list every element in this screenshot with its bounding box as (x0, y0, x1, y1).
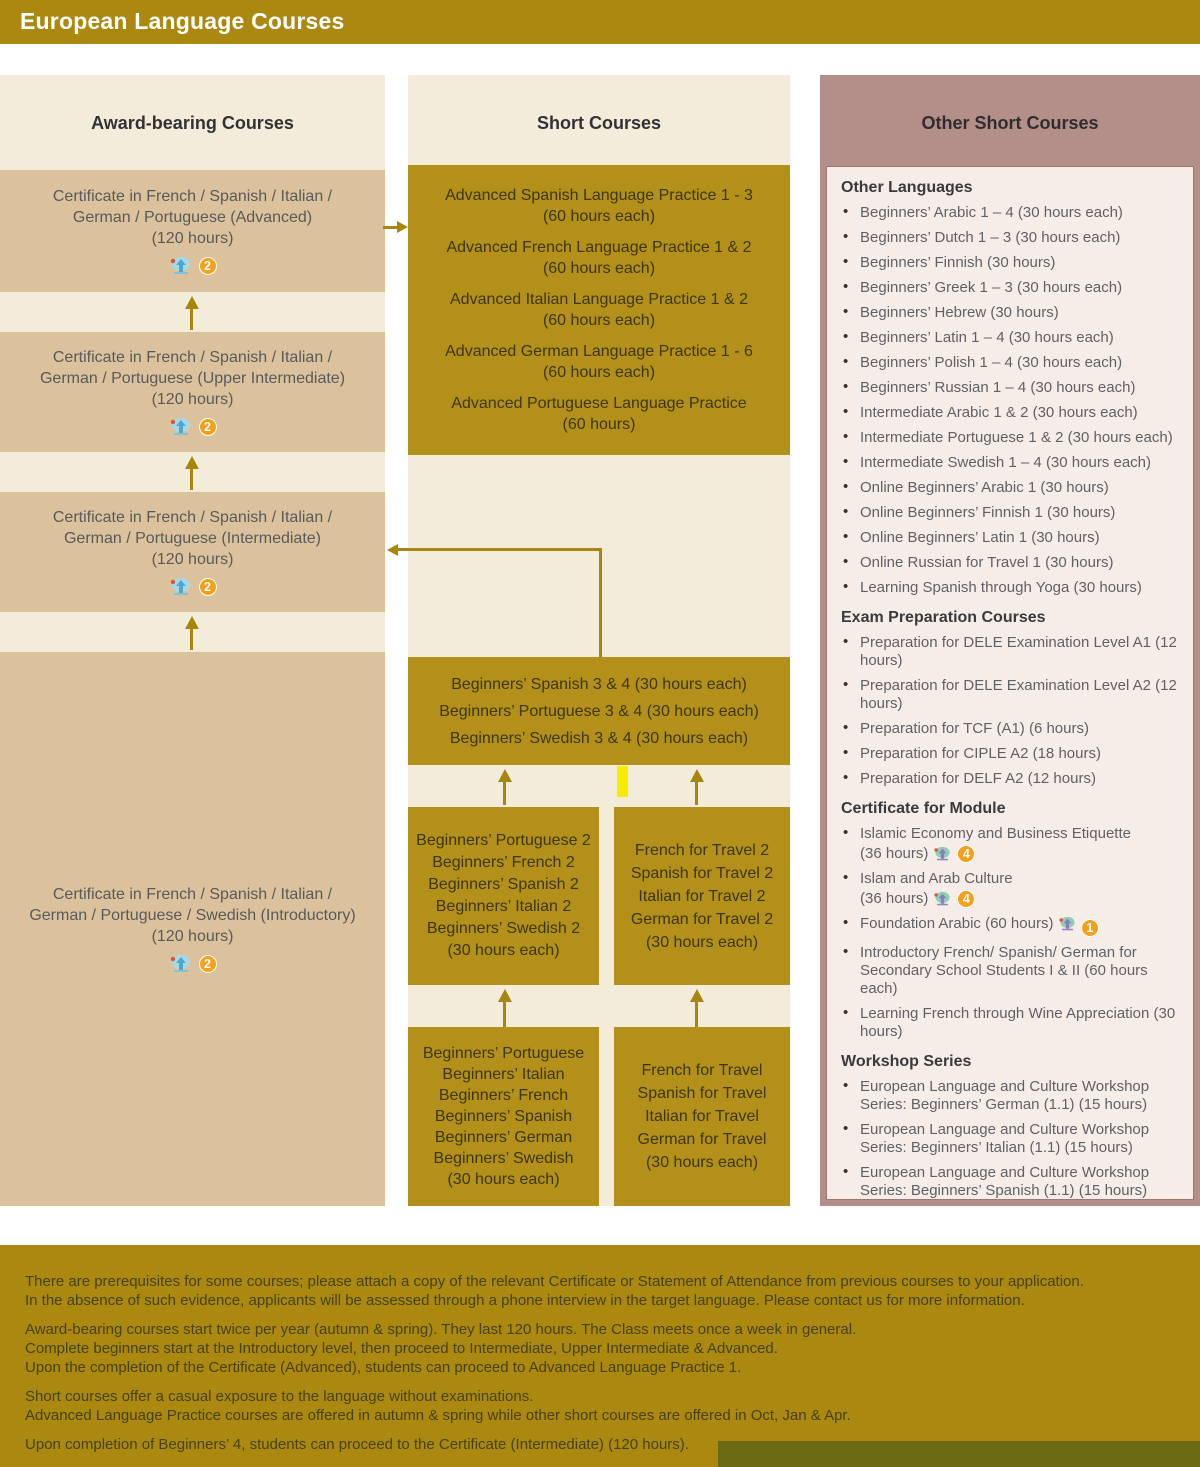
hours-line: (30 hours each) (645, 933, 759, 951)
footer-line: Complete beginners start at the Introductory level, then proceed to Intermediate, Upper Intermediate & Advanced. (25, 1340, 778, 1357)
beginners-1-box (408, 1027, 599, 1206)
course-line: Advanced French Language Practice 1 & 2 (446, 239, 752, 256)
footer-line: Upon the completion of the Certificate (Advanced), students can proceed to Advanced Language Practice 1. (25, 1359, 742, 1376)
certificate-advanced-box (0, 170, 385, 292)
course-line: French for Travel (641, 1062, 763, 1079)
hours-line: (60 hours each) (542, 364, 656, 381)
campus-icon (169, 954, 193, 974)
arrow-shaft (503, 1001, 506, 1027)
count-badge: 4 (957, 890, 975, 908)
course-item: • Intermediate Arabic 1 & 2 (30 hours each) (841, 404, 1185, 422)
arrow-shaft (503, 781, 506, 805)
connector-horizontal (397, 548, 602, 551)
footer-notes (0, 1245, 1200, 1467)
footer-paragraph (25, 1320, 1180, 1377)
course-item: • Learning French through Wine Appreciation (30 hours) (841, 1005, 1185, 1041)
count-badge: 2 (199, 418, 217, 436)
course-item: • Introductory French/ Spanish/ German for Secondary School Students I & II (60 hours each) (841, 944, 1185, 998)
course-line: Beginners’ French (438, 1087, 569, 1104)
course-line: Beginners’ Portuguese 3 & 4 (30 hours each) (439, 702, 759, 720)
arrow-right-icon (397, 221, 408, 233)
course-line: Advanced Italian Language Practice 1 & 2 (450, 291, 748, 308)
award-column-header: Award-bearing Courses (91, 112, 294, 133)
course-text: Islamic Economy and Business Etiquette (860, 825, 1131, 842)
course-line: Italian for Travel (645, 1108, 759, 1125)
campus-icon (933, 846, 952, 862)
course-line: Beginners’ Portuguese (422, 1045, 585, 1062)
course-item: • Learning Spanish through Yoga (30 hours) (841, 579, 1185, 597)
footer-line: Short courses offer a casual exposure to the language without examinations. (25, 1388, 534, 1405)
course-item: • Preparation for DELE Examination Level A1 (12 hours) (841, 634, 1185, 670)
campus-icon (169, 417, 193, 437)
icon-row (169, 577, 217, 597)
hours-text: (36 hours) (860, 845, 929, 862)
hours-text: (36 hours) (860, 890, 929, 907)
course-item: • Beginners’ Latin 1 – 4 (30 hours each) (841, 329, 1185, 347)
arrow-shaft (190, 308, 193, 330)
section-heading: Workshop Series (841, 1053, 972, 1070)
course-line: Beginners’ Spanish 2 (428, 876, 579, 893)
beginners-3-4-box (408, 657, 790, 765)
course-item: • Online Beginners’ Finnish 1 (30 hours) (841, 504, 1185, 522)
travel-2-box (614, 807, 790, 985)
title-bar (0, 0, 1200, 44)
course-line: Certificate in French / Spanish / Italian / (52, 349, 333, 366)
arrow-shaft (383, 226, 398, 229)
arrow-shaft (190, 468, 193, 490)
course-item (841, 915, 1185, 937)
footer-line: There are prerequisites for some courses; please attach a copy of the relevant Certificate or Statement of Attendance from previous courses to your application. (25, 1273, 1084, 1290)
course-line: Advanced Portuguese Language Practice (451, 395, 747, 412)
course-line: Certificate in French / Spanish / Italian / (52, 188, 333, 205)
course-item: • Preparation for TCF (A1) (6 hours) (841, 720, 1185, 738)
footer-line: Advanced Language Practice courses are offered in autumn & spring while other short courses are offered in Oct, Jan & Apr. (25, 1407, 851, 1424)
course-line: German for Travel 2 (630, 910, 774, 928)
section-heading: Certificate for Module (841, 800, 1006, 817)
certificate-intermediate-box (0, 492, 385, 612)
course-item: • Beginners’ Dutch 1 – 3 (30 hours each) (841, 229, 1185, 247)
course-line: Advanced German Language Practice 1 - 6 (445, 343, 753, 360)
other-short-courses-panel (826, 166, 1194, 1200)
course-item: • Preparation for CIPLE A2 (18 hours) (841, 745, 1185, 763)
hours-and-badge (860, 845, 975, 863)
course-text: Foundation Arabic (60 hours) (860, 915, 1054, 932)
count-badge: 4 (957, 845, 975, 863)
page-title: European Language Courses (20, 8, 345, 34)
other-column-header: Other Short Courses (921, 112, 1099, 133)
course-line: Beginners’ Swedish 2 (426, 920, 581, 937)
course-line: (120 hours) (151, 928, 234, 945)
count-badge: 2 (199, 955, 217, 973)
course-item: • Beginners’ Arabic 1 – 4 (30 hours each) (841, 204, 1185, 222)
count-badge: 1 (1081, 919, 1099, 937)
workshop-series-list (841, 1078, 1185, 1200)
arrow-shaft (695, 781, 698, 805)
course-line: (120 hours) (151, 391, 234, 408)
course-line: Beginners’ Swedish 3 & 4 (30 hours each) (449, 729, 749, 747)
course-item: • European Language and Culture Workshop Series: Beginners’ Spanish (1.1) (15 hours) (841, 1164, 1185, 1200)
course-line: Beginners’ Italian (442, 1066, 565, 1083)
footer-line: In the absence of such evidence, applicants will be assessed through a phone interview in the target language. Please contact us for more information. (25, 1292, 1025, 1309)
course-line: (120 hours) (151, 230, 234, 247)
course-item: • Beginners’ Polish 1 – 4 (30 hours each) (841, 354, 1185, 372)
hours-line: (30 hours each) (447, 1171, 560, 1188)
footer-line: Upon completion of Beginners’ 4, students can proceed to the Certificate (Intermediate) (120 hours). (25, 1436, 689, 1453)
bottom-accent-strip (718, 1441, 1200, 1467)
course-item: • Beginners’ Russian 1 – 4 (30 hours each) (841, 379, 1185, 397)
other-languages-list (841, 204, 1185, 597)
campus-icon (933, 891, 952, 907)
campus-icon (1058, 916, 1077, 932)
course-line: Spanish for Travel (637, 1085, 767, 1102)
hours-line: (30 hours each) (645, 1154, 759, 1171)
course-item: • Beginners’ Finnish (30 hours) (841, 254, 1185, 272)
campus-icon (169, 256, 193, 276)
section-heading: Exam Preparation Courses (841, 609, 1046, 626)
course-item (841, 870, 1185, 908)
course-item: • Online Beginners’ Latin 1 (30 hours) (841, 529, 1185, 547)
course-line: Beginners’ Spanish 3 & 4 (30 hours each) (451, 675, 747, 693)
travel-1-box (614, 1027, 790, 1206)
course-line: Italian for Travel 2 (638, 887, 766, 905)
course-line: Advanced Spanish Language Practice 1 - 3 (445, 187, 753, 204)
certificate-introductory-box (0, 652, 385, 1206)
course-item: • Beginners’ Greek 1 – 3 (30 hours each) (841, 279, 1185, 297)
hours-line: (30 hours each) (447, 942, 560, 959)
course-item: • Intermediate Swedish 1 – 4 (30 hours each) (841, 454, 1185, 472)
icon-row (169, 417, 217, 437)
course-line: German / Portuguese (Advanced) (72, 209, 313, 226)
course-line: Certificate in French / Spanish / Italian / (52, 509, 333, 526)
hours-line: (60 hours each) (542, 260, 656, 277)
course-entry (450, 289, 748, 331)
course-entry (445, 341, 753, 383)
hours-and-badge (860, 890, 975, 908)
count-badge: 2 (199, 257, 217, 275)
course-item: • Preparation for DELF A2 (12 hours) (841, 770, 1185, 788)
course-line: Beginners’ German (434, 1129, 573, 1146)
course-line: Spanish for Travel 2 (630, 864, 774, 882)
yellow-highlight-mark (617, 766, 628, 797)
footer-paragraph (25, 1272, 1180, 1310)
course-item: • Preparation for DELE Examination Level A2 (12 hours) (841, 677, 1185, 713)
connector-vertical (599, 548, 602, 657)
course-line: German / Portuguese (Intermediate) (63, 530, 321, 547)
count-badge: 2 (199, 578, 217, 596)
arrow-shaft (190, 628, 193, 650)
course-line: German / Portuguese (Upper Intermediate) (39, 370, 346, 387)
course-line: Beginners’ Spanish (434, 1108, 573, 1125)
course-line: (120 hours) (151, 551, 234, 568)
course-text: Islam and Arab Culture (860, 870, 1013, 887)
course-line: German / Portuguese / Swedish (Introductory) (29, 907, 356, 924)
course-item: • European Language and Culture Workshop Series: Beginners’ Italian (1.1) (15 hours) (841, 1121, 1185, 1157)
certificate-upper-intermediate-box (0, 332, 385, 452)
course-item: • Intermediate Portuguese 1 & 2 (30 hours each) (841, 429, 1185, 447)
hours-line: (60 hours each) (542, 312, 656, 329)
course-item (841, 825, 1185, 863)
course-line: Beginners’ Portuguese 2 (416, 832, 591, 849)
course-line: Certificate in French / Spanish / Italian / (52, 886, 333, 903)
footer-line: Award-bearing courses start twice per year (autumn & spring). They last 120 hours. The Class meets once a week in general. (25, 1321, 857, 1338)
course-line: French for Travel 2 (634, 841, 770, 859)
course-line: Beginners’ Italian 2 (435, 898, 572, 915)
course-line: Beginners’ French 2 (432, 854, 575, 871)
course-entry (446, 237, 751, 279)
course-entry (445, 185, 753, 227)
course-entry (451, 393, 746, 435)
hours-line: (60 hours) (562, 416, 636, 433)
beginners-2-box (408, 807, 599, 985)
arrow-shaft (695, 1001, 698, 1027)
course-item: • Online Beginners’ Arabic 1 (30 hours) (841, 479, 1185, 497)
course-item: • Online Russian for Travel 1 (30 hours) (841, 554, 1185, 572)
campus-icon (169, 577, 193, 597)
certificate-module-list (841, 825, 1185, 1041)
hours-line: (60 hours each) (542, 208, 656, 225)
icon-row (169, 954, 217, 974)
short-column-header: Short Courses (536, 112, 662, 133)
icon-row (169, 256, 217, 276)
course-item: • European Language and Culture Workshop Series: Beginners’ German (1.1) (15 hours) (841, 1078, 1185, 1114)
course-line: German for Travel (637, 1131, 767, 1148)
course-line: Beginners’ Swedish (433, 1150, 574, 1167)
exam-prep-list (841, 634, 1185, 788)
course-item: • Beginners’ Hebrew (30 hours) (841, 304, 1185, 322)
section-heading: Other Languages (841, 179, 973, 196)
advanced-practice-box (408, 165, 790, 455)
footer-paragraph (25, 1387, 1180, 1425)
